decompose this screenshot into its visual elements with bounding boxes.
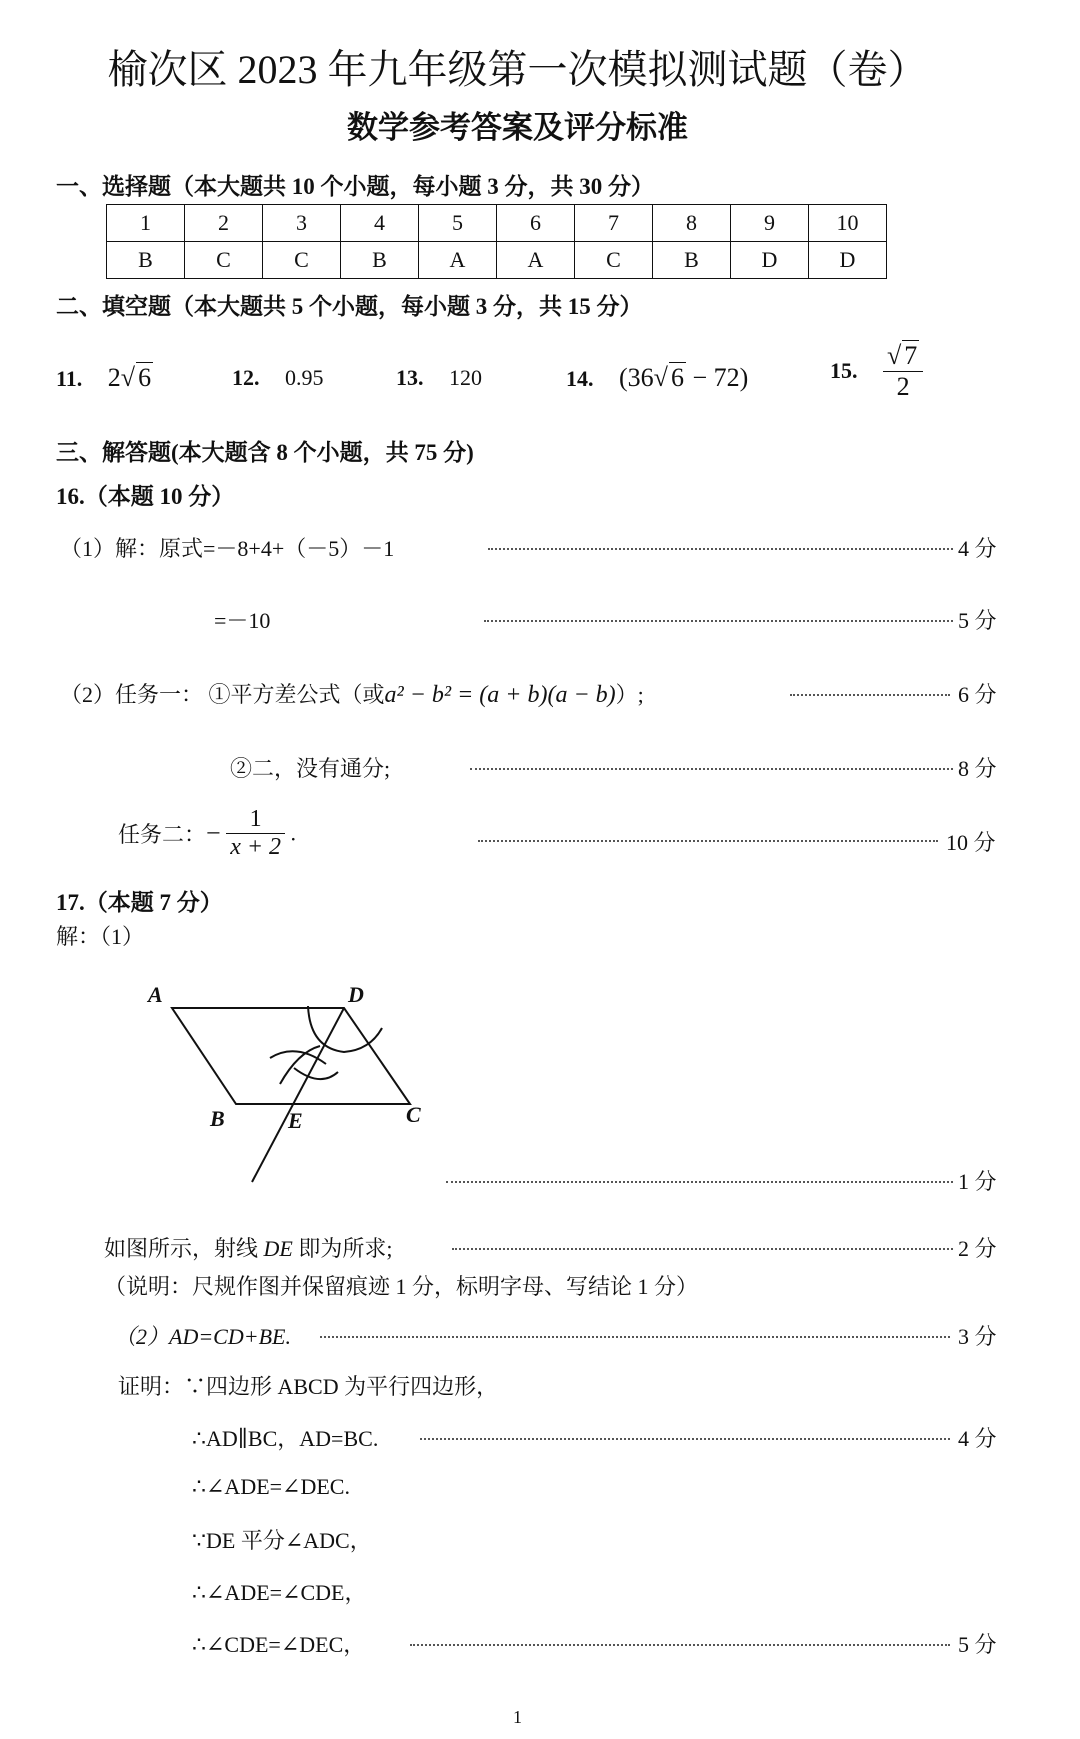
dot-leader [452,1248,953,1250]
score-label: 8 分 [958,756,997,781]
item-number: 14. [566,366,594,391]
fraction-denominator: 2 [896,372,910,401]
parallelogram-abcd [172,1008,410,1104]
table-cell: A [419,242,497,279]
fraction-numerator: 1 [226,806,285,834]
q16-heading: 16.（本题 10 分） [56,484,235,509]
score-label: 2 分 [958,1236,997,1261]
answer-post: − 72) [685,363,749,392]
page-title: 榆次区 2023 年九年级第一次模拟测试题（卷） [107,47,928,92]
ray-de [252,1008,344,1182]
radicand: 7 [904,341,918,370]
arc-mark [270,1051,326,1064]
fraction-denominator: x + 2 [230,834,282,860]
table-cell: B [107,242,185,279]
answer-value: 2√ 6 [107,363,152,392]
score-label: 5 分 [958,608,997,633]
answer-pre: (36 [619,363,654,392]
page-subtitle: 数学参考答案及评分标准 [347,110,688,145]
q17-proof-line2: ∴AD∥BC，AD=BC. [192,1426,379,1451]
dot-leader [446,1181,953,1183]
ray-name: DE [263,1236,293,1261]
table-cell: 4 [341,205,419,242]
answer-value: 120 [449,365,482,390]
page-number: 1 [513,1707,522,1727]
table-cell: D [731,242,809,279]
answer-value: (36√ 6 − 72) [619,363,749,392]
dot-leader [790,694,950,696]
q17-part2: （2）AD=CD+BE. [114,1324,291,1349]
dot-leader [478,840,938,842]
q16-line5 [118,806,296,861]
fill-item-15 [830,340,923,402]
q16-line3 [60,678,644,709]
conclusion-end: 即为所求; [292,1236,393,1261]
task2-fraction [226,806,285,861]
score-label: 10 分 [946,830,996,855]
q17-proof-line4: ∵DE 平分∠ADC， [192,1528,372,1553]
coefficient: 2 [107,363,121,392]
table-cell: C [575,242,653,279]
section3-heading: 三、解答题(本大题含 8 个小题，共 75 分) [56,440,474,465]
table-cell: 7 [575,205,653,242]
table-cell: 9 [731,205,809,242]
table-cell: C [185,242,263,279]
table-cell: 1 [107,205,185,242]
fill-item-14 [566,362,748,393]
table-cell: D [809,242,887,279]
item-number: 12. [232,365,260,390]
q17-proof-line3: ∴∠ADE=∠DEC. [192,1474,350,1499]
label-d: D [348,982,364,1007]
radicand: 6 [138,363,152,392]
table-cell: 6 [497,205,575,242]
dot-leader [410,1644,950,1646]
table-cell: 2 [185,205,263,242]
dot-leader [320,1336,950,1338]
q17-note: （说明：尺规作图并保留痕迹 1 分，标明字母、写结论 1 分） [104,1274,699,1299]
difference-of-squares-formula: a² − b² = (a + b)(a − b) [384,682,616,708]
dot-leader [484,620,953,622]
radicand: 6 [670,363,684,392]
q17-proof-line1: 证明：∵四边形 ABCD 为平行四边形， [118,1374,499,1399]
fill-item-13 [396,365,482,391]
arc-mark [308,1006,382,1052]
line3-end: ）; [615,682,644,707]
q16-line2: =－10 [214,608,271,633]
table-cell: C [263,242,341,279]
score-label: 6 分 [958,682,997,707]
line3-text: （2）任务一： ①平方差公式（或 [60,682,385,707]
task2-label: 任务二： [118,822,207,847]
conclusion-text: 如图所示，射线 [104,1236,264,1261]
q17-part1-label: 解：（1） [56,924,145,949]
parallelogram-figure [130,972,450,1194]
score-label: 4 分 [958,536,997,561]
q17-proof-line5: ∴∠ADE=∠CDE， [192,1580,367,1605]
table-row-numbers [107,205,887,242]
dot-leader [488,548,953,550]
label-b: B [210,1106,225,1131]
item-number: 15. [830,358,858,383]
q17-proof-line6: ∴∠CDE=∠DEC， [192,1632,366,1657]
item-number: 11. [56,366,83,391]
score-label: 4 分 [958,1426,997,1451]
score-label: 5 分 [958,1632,997,1657]
dot-leader [470,768,953,770]
table-cell: 8 [653,205,731,242]
table-cell: B [653,242,731,279]
fraction-numerator: √ 7 [883,340,923,372]
q17-conclusion [104,1232,392,1263]
section2-heading: 二、填空题（本大题共 5 个小题，每小题 3 分，共 15 分） [56,294,643,319]
minus-sign: − [206,818,221,848]
q16-line4: ②二，没有通分; [230,756,391,781]
table-cell: A [497,242,575,279]
answer-value: 0.95 [285,365,324,390]
answer-table [106,204,887,279]
q16-line1: （1）解：原式=－8+4+（－5）－1 [60,536,395,561]
answer-fraction [883,340,923,402]
table-cell: 5 [419,205,497,242]
fill-item-12 [232,365,324,391]
item-number: 13. [396,365,424,390]
q17-heading: 17.（本题 7 分） [56,890,223,915]
table-cell: 10 [809,205,887,242]
score-label: 3 分 [958,1324,997,1349]
arc-mark [294,1068,338,1079]
score-label: 1 分 [958,1169,997,1194]
label-e: E [288,1108,303,1133]
fill-item-11 [56,362,153,393]
table-cell: B [341,242,419,279]
period: . [290,820,297,846]
label-c: C [406,1102,421,1127]
table-row-answers [107,242,887,279]
table-cell: 3 [263,205,341,242]
section1-heading: 一、选择题（本大题共 10 个小题，每小题 3 分，共 30 分） [56,174,654,199]
dot-leader [420,1438,950,1440]
label-a: A [148,982,163,1007]
